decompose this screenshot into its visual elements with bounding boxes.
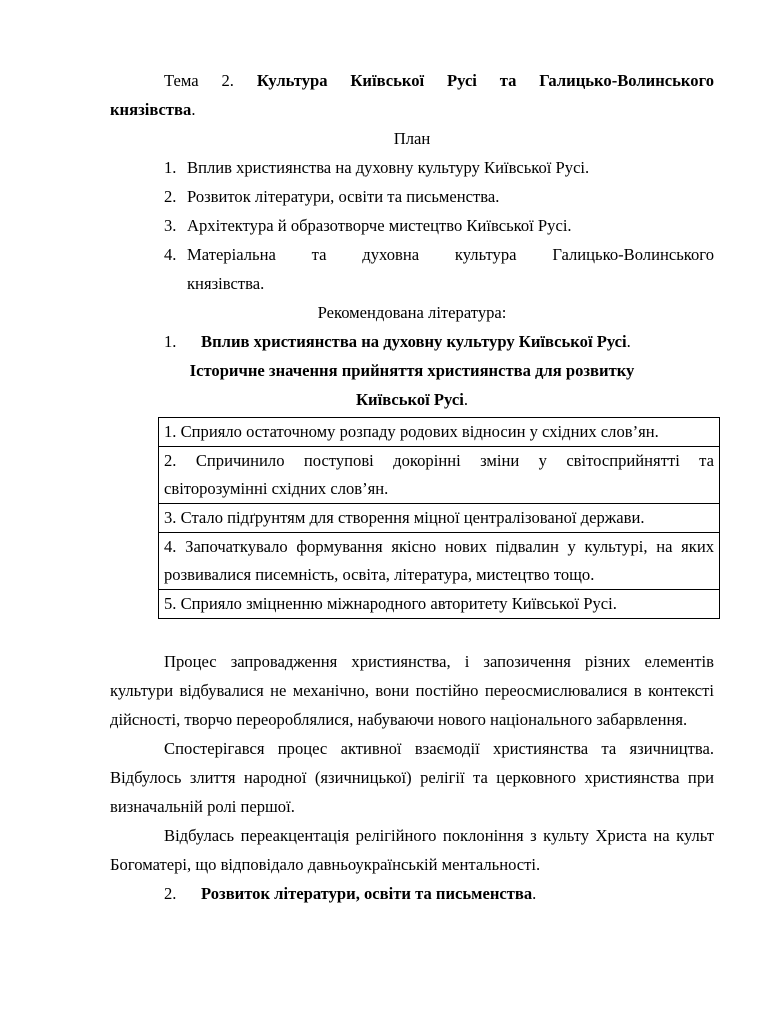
plan-item-number: 4.: [164, 245, 177, 264]
section-2-heading: [110, 879, 714, 908]
plan-item-text: Розвиток літератури, освіти та письменства.: [187, 187, 500, 206]
plan-item: [110, 182, 714, 211]
plan-item: [110, 211, 714, 240]
table-row: [159, 447, 720, 504]
table-cell: 4. Започаткувало формування якісно нових підвалин у культурі, на яких розвивалися писемність, освіта, література, мистецтво тощо.: [159, 533, 720, 590]
topic-title-dot: .: [191, 100, 196, 119]
section-2-number: 2.: [164, 884, 177, 903]
section-1-title-wrap: [201, 327, 631, 356]
plan-heading: План: [393, 129, 431, 148]
section-1-number: 1.: [164, 332, 177, 351]
table-cell: 3. Стало підґрунтям для створення міцної централізованої держави.: [159, 504, 720, 533]
section-2-dot: .: [532, 884, 537, 903]
section-1-title: Вплив християнства на духовну культуру Київської Русі: [201, 332, 627, 351]
literature-heading: Рекомендована література:: [317, 303, 507, 322]
plan-list: [110, 153, 714, 298]
plan-item-number: 1.: [164, 158, 177, 177]
section-1-heading: [110, 327, 714, 356]
topic-prefix: Тема 2.: [164, 71, 234, 90]
table-cell: 1. Сприяло остаточному розпаду родових відносин у східних слов’ян.: [159, 418, 720, 447]
table-cell: 5. Сприяло зміцненню міжнародного авторитету Київської Русі.: [159, 590, 720, 619]
plan-item-text: Вплив християнства на духовну культуру Київської Русі.: [187, 158, 590, 177]
plan-item: [110, 240, 714, 298]
subheading-text-1: Історичне значення прийняття християнства для розвитку: [189, 361, 635, 380]
subheading-line1: [110, 356, 714, 385]
body-paragraph: Відбулась переакцентація релігійного поклоніння з культу Христа на культ Богоматері, що відповідало давньоукраїнській ментальності.: [110, 826, 714, 874]
table-row: [159, 590, 720, 619]
plan-item-text-line1: Матеріальна та духовна культура Галицько-Волинського: [187, 245, 714, 264]
plan-item-text: Архітектура й образотворче мистецтво Київської Русі.: [187, 216, 572, 235]
plan-item-number: 3.: [164, 216, 177, 235]
plan-item-text-line2: князівства.: [187, 274, 265, 293]
subheading-dot: .: [463, 390, 468, 409]
topic-title-line2: [110, 95, 714, 124]
section-2-title-wrap: [201, 879, 536, 908]
section-2-title: Розвиток літератури, освіти та письменства: [201, 884, 533, 903]
table-cell: 2. Спричинило поступові докорінні зміни у світосприйнятті та світорозумінні східних слов’ян.: [159, 447, 720, 504]
table-row: [159, 533, 720, 590]
table-row: [159, 418, 720, 447]
facts-table: [158, 417, 720, 619]
body-paragraph: Процес запровадження християнства, і запозичення різних елементів культури відбувалися не механічно, вони постійно переосмислювалися в контексті дійсності, творчо переороблялися, набуваючи нового національного забарвлення.: [110, 652, 714, 729]
plan-item-number: 2.: [164, 187, 177, 206]
subheading-text-2: Київської Русі: [356, 390, 464, 409]
topic-title-cont: князівства: [110, 100, 192, 119]
plan-item: [110, 153, 714, 182]
topic-title-line1: [110, 66, 714, 95]
topic-title: Культура Київської Русі та Галицько-Волинського: [256, 71, 714, 90]
body-paragraph: Спостерігався процес активної взаємодії християнства та язичництва. Відбулось злиття народної (язичницької) релігії та церковного християнства при визначальній ролі першої.: [110, 739, 714, 816]
table-row: [159, 504, 720, 533]
section-1-dot: .: [626, 332, 631, 351]
subheading-line2: [110, 385, 714, 414]
document-page: [110, 66, 714, 908]
